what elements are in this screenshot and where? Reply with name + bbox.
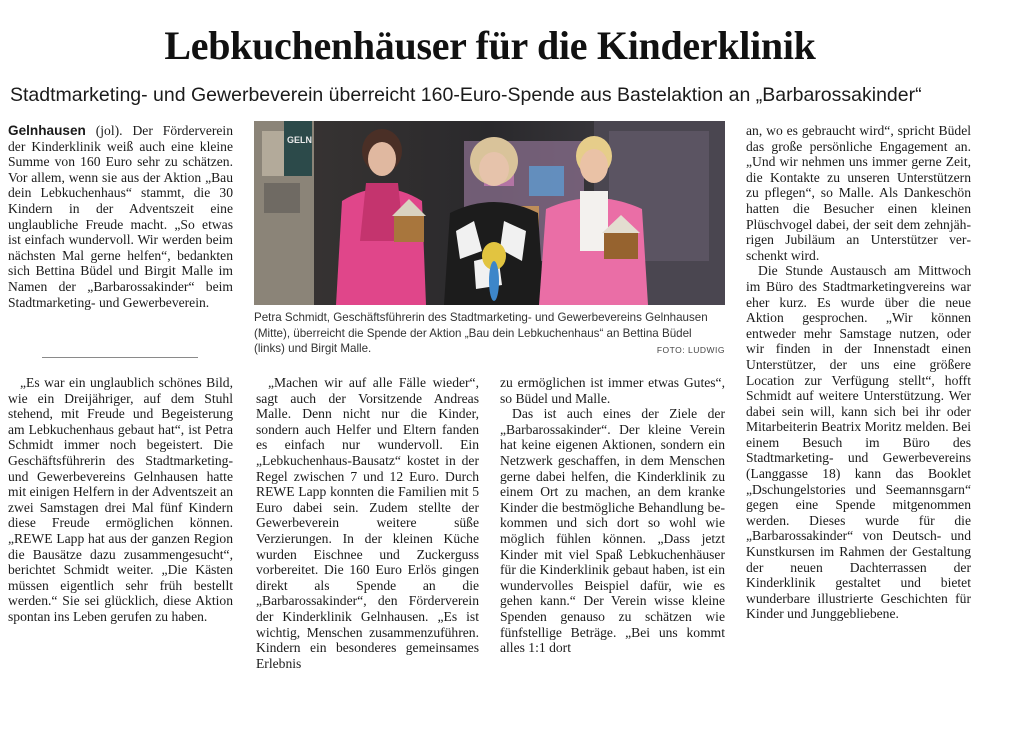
paragraph: an, wo es gebraucht wird“, spricht Büdel das große persönliche Engagement an. „Und wir nehmen uns immer gerne Zeit, die Kontakte zu unseren Unterstützern zu pflegen“, so Malle. Als Dankeschön hatten die Besucher einen kleinen Plüschvogel dabei, der seit dem zehnjährigen Jubiläum an Unterstützer verschenkt wird.	[746, 123, 971, 263]
paragraph: zu ermöglichen ist immer etwas Gutes“, so Büdel und Malle.	[500, 375, 725, 406]
paragraph: Das ist auch eines der Ziele der „Barbarossakinder“. Der kleine Verein hat keine eigenen Aktionen, sondern ein Netzwerk geschaffen, in dem Menschen gerne dabei helfen, die Kinderklinik zu einem Ort zu machen, an dem kranke Kinder die bestmögliche Behandlung bekommen und sich dort so wohl wie möglich fühlen können. „Dass jetzt Kinder mit viel Spaß Lebkuchenhäuser für die Kinderklinik gebaut haben, ist ein wundervolles Beispiel dafür, wie es gehen kann.“ Der Verein wisse kleine Spenden genauso zu schätzen wie fünfstellige Beträge. „Bei uns kommt alles 1:1 dort	[500, 406, 725, 656]
dateline: Gelnhausen	[8, 123, 86, 138]
sign-text: GELN	[287, 135, 313, 145]
intro-paragraph	[8, 123, 233, 310]
paragraph: „Es war ein unglaublich schönes Bild, wie ein Dreijähriger, auf dem Stuhl stehend, mit Freude und Begeisterung am Lebkuchenhaus gebaut hat“, ist Petra Schmidt immer noch begeistert. Die Geschäftsführerin des Stadtmarketing- und Gewerbevereins Gelnhausen hatte mit einigen Helfern in der Adventszeit an zwei Samstagen drei Mal fünf Kindern diese Freude ermöglichen können. „REWE Lapp hat aus der ganzen Region die Bausätze dazu zusammengesucht“, berichtet Schmidt weiter. „Die Kästen müssen eigentlich sehr früh bestellt werden.“ Sie sei glücklich, diese Aktion spontan ins Leben gerufen zu haben.	[8, 375, 233, 624]
subheadline: Stadtmarketing- und Gewerbeverein überreicht 160-Euro-Spende aus Bastelaktion an „Barbarossakinder“	[10, 84, 922, 106]
photo-caption: Petra Schmidt, Geschäftsführerin des Stadtmarketing- und Gewerbevereins Gelnhausen (Mitte), überreicht die Spende der Aktion „Bau dein Lebkuchenhaus“ an Bettina Büdel (links) und Birgit Malle.	[254, 311, 708, 355]
column-1-intro	[8, 123, 233, 310]
headline: Lebkuchenhäuser für die Kinderklinik	[164, 23, 816, 68]
photo-credit: FOTO: LUDWIG	[656, 345, 725, 355]
paragraph: „Machen wir auf alle Fälle wieder“, sagt auch der Vorsitzende Andreas Malle. Denn nicht nur die Kinder, sondern auch Helfer und Eltern fanden es einfach nur wundervoll. Ein „Lebkuchenhaus-Bausatz“ kostet in der Regel zwischen 7 und 12 Euro. Durch REWE Lapp konnten die Familien mit 5 Euro dabei sein. Zudem stellte der Gewerbeverein weitere süße Verzierungen. In der kleinen Küche wurden Eischnee und Zuckerguss vorbereitet. Die 160 Euro Erlös gingen direkt als Spende an die „Barbarossakinder“, den Förderverein der Kinderklinik Gelnhausen. „Es ist wichtig, Menschen zusammenzuführen. Kindern ein besonderes gemeinsames Erlebnis	[256, 375, 479, 671]
column-4-body	[746, 123, 971, 622]
paragraph: Die Stunde Austausch am Mittwoch im Büro des Stadtmarketingvereins war eher kurz. Es wurde über die neue Aktion gesprochen. „Wir können entweder mehr Samstage nutzen, oder wir finden in der Innenstadt einen Unterstützer, der uns eine größere Location zur Verfügung stellt“, hofft Schmidt auf weitere Unterstützung. Wer dabei sein will, kann sich bei ihr oder Mitarbeiterin Beatrix Moritz melden. Bei einem Besuch im Büro des Stadtmarketing- und Gewerbevereins (Langgasse 18) kann das Booklet „Dschungelstories und Seemannsgarn“ gegen eine Spende mitgenommen werden. Dieses wurde für die „Barbarossakinder“ von Deutsch- und Kunstkursen im Rahmen der Gestaltung der neuen Dachterrassen der Kinderklinik gestaltet und bietet wunderbare illustrierte Geschichten für Kinder und Junggebliebene.	[746, 263, 971, 622]
column-2-body	[256, 375, 479, 671]
column-3-body	[500, 375, 725, 656]
article-photo	[254, 121, 725, 305]
column-1-body	[8, 375, 233, 625]
intro-text: (jol). Der Förderverein der Kinderklinik weiß auch eine kleine Summe von 160 Euro sehr zu schätzen. Vor allem, wenn sie aus der Aktion „Bau dein Lebkuchenhaus“ stammt, die 30 Kindern in der Adventszeit eine unglaubliche Freude macht. „So etwas ist einfach wundervoll. Wir werden beim nächsten Mal gerne helfen“, bedankten sich Bettina Büdel und Birgit Malle im Namen der „Barbarossakinder“ beim Stadtmarketing- und Gewerbeverein.	[8, 123, 233, 310]
column-divider-rule	[42, 357, 198, 358]
photo-illustration	[254, 121, 725, 305]
